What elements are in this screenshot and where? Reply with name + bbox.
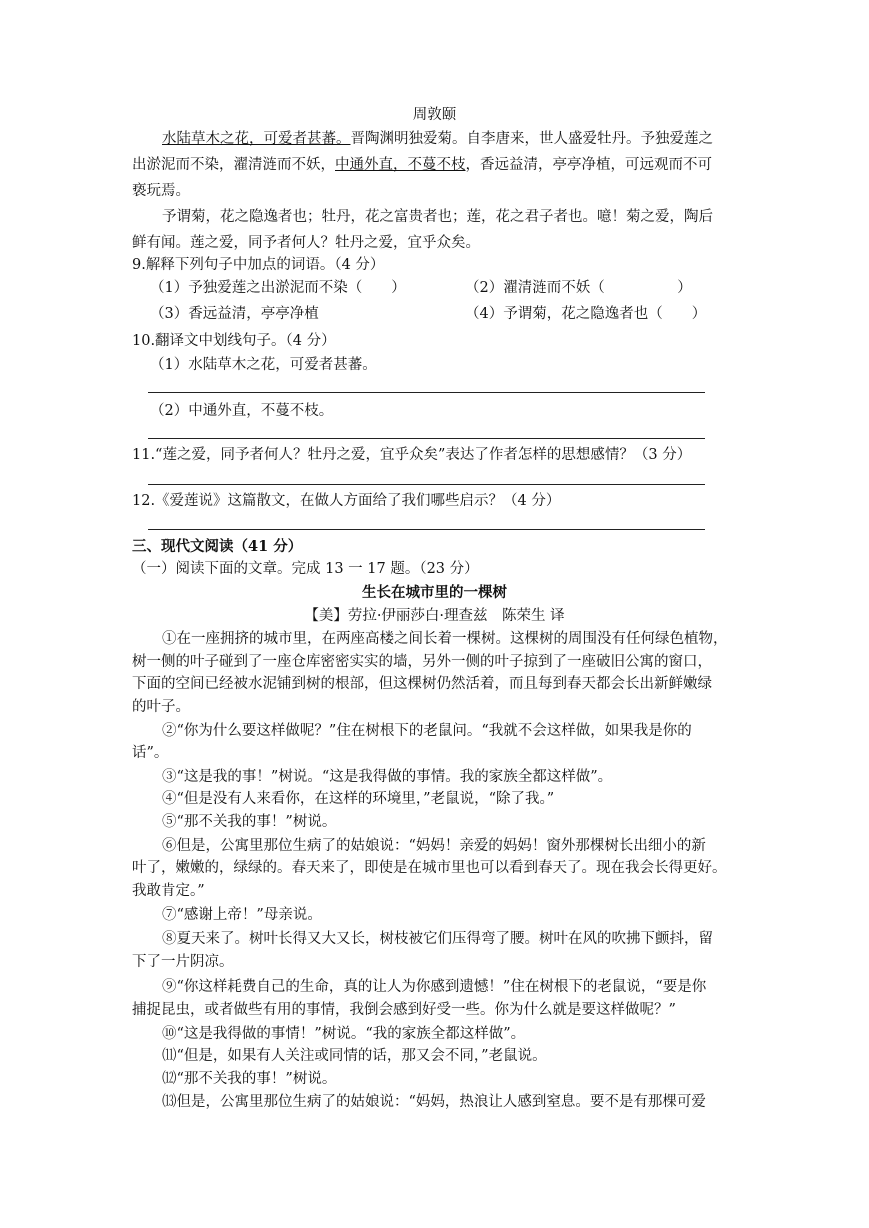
underlined-phrase: 水陆草木之花，可爱者甚蕃。 bbox=[162, 131, 351, 147]
q9-item2: （2）濯清涟而不妖（ ） bbox=[465, 280, 692, 296]
section3-sub: （一）阅读下面的文章。完成 13 一 17 题。（23 分） bbox=[132, 561, 479, 577]
q12: 12.《爱莲说》这篇散文，在做人方面给了我们哪些启示？（4 分） bbox=[132, 493, 561, 509]
article-line: ③“这是我的事！”树说。“这是我得做的事情。我的家族全都这样做”。 bbox=[162, 769, 613, 785]
article-line: ④“但是没有人来看你，在这样的环境里，”老鼠说，“除了我。” bbox=[162, 791, 555, 807]
classical-p1-line3: 亵玩焉。 bbox=[132, 183, 190, 199]
article-line: ⑿“那不关我的事！”树说。 bbox=[162, 1071, 337, 1087]
article-line: ①在一座拥挤的城市里，在两座高楼之间长着一棵树。这棵树的周围没有任何绿色植物， bbox=[162, 631, 728, 647]
article-line: ⑤“那不关我的事！”树说。 bbox=[162, 814, 337, 830]
section3-heading: 三、现代文阅读（41 分） bbox=[132, 538, 303, 555]
classical-p1-line2 bbox=[132, 155, 738, 175]
answer-line bbox=[148, 529, 705, 530]
article-title: 生长在城市里的一棵树 bbox=[362, 584, 507, 601]
article-line: 下面的空间已经被水泥铺到树的根部，但这棵树仍然活着，而且每到春天都会长出新鲜嫩绿 bbox=[132, 676, 712, 692]
article-line: 叶了，嫩嫩的，绿绿的。春天来了，即使是在城市里也可以看到春天了。现在我会长得更好。 bbox=[132, 860, 727, 876]
article-line: ⑧夏天来了。树叶长得又大又长，树枝被它们压得弯了腰。树叶在风的吹拂下颤抖，留 bbox=[162, 931, 713, 947]
article-line: 树一侧的叶子碰到了一座仓库密密实实的墙，另外一侧的叶子掠到了一座破旧公寓的窗口， bbox=[132, 654, 712, 670]
answer-line bbox=[148, 438, 705, 439]
article-line: ⒀但是，公寓里那位生病了的姑娘说：“妈妈，热浪让人感到窒息。要不是有那棵可爱 bbox=[162, 1094, 706, 1110]
classical-p2-line2: 鲜有闻。莲之爱，同予者何人？牡丹之爱，宜乎众矣。 bbox=[132, 235, 480, 251]
article-line: 话”。 bbox=[132, 745, 169, 761]
q9-row2 bbox=[150, 304, 738, 324]
classical-p2-line1: 予谓菊，花之隐逸者也；牡丹，花之富贵者也；莲，花之君子者也。噫！菊之爱，陶后 bbox=[162, 209, 713, 225]
text-run: 晋陶渊明独爱菊。自李唐来，世人盛爱牡丹。予独爱莲之 bbox=[350, 131, 713, 147]
article-line: ②“你为什么要这样做呢？”住在树根下的老鼠问。“我就不会这样做，如果我是你的 bbox=[162, 723, 692, 739]
text-run: 出淤泥而不染，濯清涟而不妖， bbox=[132, 157, 335, 173]
q11: 11.“莲之爱，同予者何人？牡丹之爱，宜乎众矣”表达了作者怎样的思想感情？（3 分） bbox=[132, 447, 692, 463]
article-line: 下了一片阴凉。 bbox=[132, 954, 234, 970]
article-line: ⑩“这是我得做的事情！”树说。“我的家族全都这样做”。 bbox=[162, 1026, 526, 1042]
q10-item2: （2）中通外直，不蔓不枝。 bbox=[150, 403, 334, 419]
q9-row1 bbox=[150, 278, 738, 298]
author-line: 周敦颐 bbox=[412, 107, 457, 123]
article-line: 的叶子。 bbox=[132, 699, 190, 715]
answer-line bbox=[148, 484, 705, 485]
article-line: ⑾“但是，如果有人关注或同情的话，那又会不同，”老鼠说。 bbox=[162, 1048, 547, 1064]
article-line: ⑨“你这样耗费自己的生命，真的让人为你感到遗憾！”住在树根下的老鼠说，“要是你 bbox=[162, 979, 707, 995]
q9-title: 9.解释下列句子中加点的词语。（4 分） bbox=[132, 257, 385, 273]
q10-item1: （1）水陆草木之花，可爱者甚蕃。 bbox=[150, 357, 377, 373]
article-byline: 【美】劳拉·伊丽莎白·理查兹 陈荣生 译 bbox=[304, 608, 565, 624]
article-line: ⑥但是，公寓里那位生病了的姑娘说：“妈妈！亲爱的妈妈！窗外那棵树长出细小的新 bbox=[162, 838, 706, 854]
q9-item1: （1）予独爱莲之出淤泥而不染（ ） bbox=[150, 280, 406, 296]
article-line: 捕捉昆虫，或者做些有用的事情，我倒会感到好受一些。你为什么就是要这样做呢？” bbox=[132, 1002, 676, 1018]
text-run: ，香远益清，亭亭净植，可远观而不可 bbox=[465, 157, 712, 173]
q9-item3: （3）香远益清，亭亭净植 bbox=[150, 306, 319, 322]
answer-line bbox=[148, 392, 705, 393]
classical-p1-line1 bbox=[162, 129, 738, 149]
q10-title: 10.翻译文中划线句子。（4 分） bbox=[132, 333, 336, 349]
q9-item4: （4）予谓菊，花之隐逸者也（ ） bbox=[465, 306, 707, 322]
article-line: ⑦“感谢上帝！”母亲说。 bbox=[162, 907, 322, 923]
article-line: 我敢肯定。” bbox=[132, 883, 205, 899]
underlined-phrase: 中通外直，不蔓不枝 bbox=[335, 157, 466, 173]
